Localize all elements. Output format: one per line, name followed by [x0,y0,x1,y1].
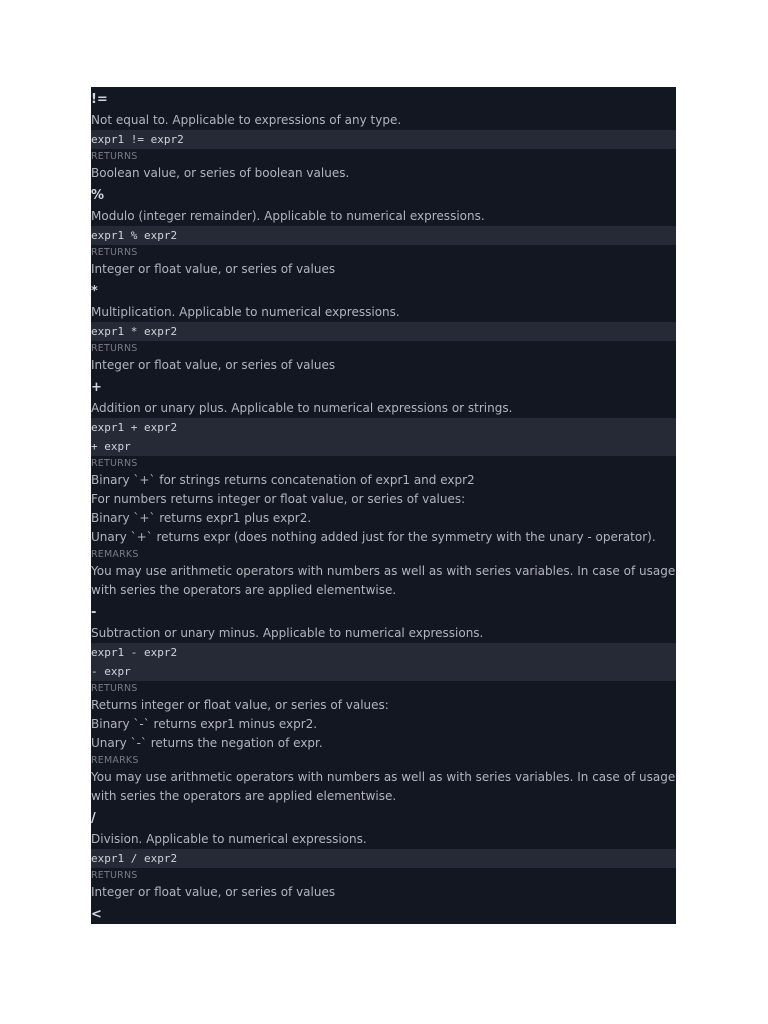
returns-line: Unary `+` returns expr (does nothing added just for the symmetry with the unary - operator). [91,530,656,544]
operator-description: Modulo (integer remainder). Applicable to numerical expressions. [91,209,485,223]
operator-entry-multiply [91,279,676,375]
operator-title: - [91,605,97,620]
syntax-line: + expr [91,437,676,456]
syntax-line: expr1 / expr2 [91,849,676,868]
syntax-line: expr1 + expr2 [91,418,676,437]
operator-entry-plus [91,375,676,600]
syntax-line: expr1 - expr2 [91,643,676,662]
returns-label: RETURNS [91,683,138,694]
returns-label: RETURNS [91,247,138,258]
returns-line: Integer or float value, or series of values [91,358,336,372]
syntax-line: - expr [91,662,676,681]
returns-label: RETURNS [91,343,138,354]
returns-label: RETURNS [91,458,138,469]
remarks-text: You may use arithmetic operators with numbers as well as with series variables. In case of usage with series the operators are applied elementwise. [91,770,676,803]
operator-description: Addition or unary plus. Applicable to numerical expressions or strings. [91,401,513,415]
operator-entry-not-equal [91,87,676,183]
returns-line: Binary `-` returns expr1 minus expr2. [91,717,318,731]
returns-line: Integer or float value, or series of values [91,262,336,276]
operator-entry-minus [91,600,676,806]
operator-description: Division. Applicable to numerical expressions. [91,832,367,846]
returns-label: RETURNS [91,151,138,162]
remarks-text: You may use arithmetic operators with numbers as well as with series variables. In case of usage with series the operators are applied elementwise. [91,564,676,597]
operator-entry-modulo [91,183,676,279]
returns-line: For numbers returns integer or float value, or series of values: [91,492,466,506]
remarks-label: REMARKS [91,549,139,560]
returns-line: Boolean value, or series of boolean values. [91,166,350,180]
syntax-line: expr1 != expr2 [91,130,676,149]
operator-title: * [91,284,98,299]
operator-description: Not equal to. Applicable to expressions of any type. [91,113,402,127]
returns-line: Integer or float value, or series of values [91,885,336,899]
syntax-line: expr1 % expr2 [91,226,676,245]
operator-title: != [91,92,108,107]
returns-line: Binary `+` returns expr1 plus expr2. [91,511,312,525]
returns-line: Unary `-` returns the negation of expr. [91,736,323,750]
operator-description: Multiplication. Applicable to numerical expressions. [91,305,400,319]
returns-line: Returns integer or float value, or series of values: [91,698,389,712]
operator-title: % [91,188,105,203]
reference-document [91,87,676,924]
operator-title: + [91,380,102,395]
operator-title: / [91,811,96,826]
operator-title: < [91,907,102,922]
syntax-line: expr1 * expr2 [91,322,676,341]
returns-line: Binary `+` for strings returns concatenation of expr1 and expr2 [91,473,475,487]
remarks-label: REMARKS [91,755,139,766]
returns-label: RETURNS [91,870,138,881]
operator-description: Subtraction or unary minus. Applicable to numerical expressions. [91,626,484,640]
operator-entry-divide [91,806,676,902]
operator-entry-less-than [91,902,676,924]
